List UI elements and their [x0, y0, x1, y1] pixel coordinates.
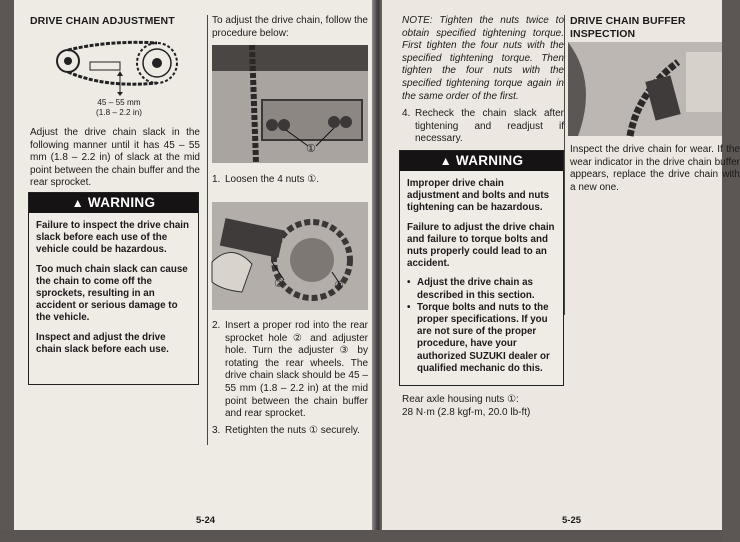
- warning-paragraph-2: Too much chain slack can cause the chain to come off the sprockets, resulting in an accident or serious damage to the vehicle.: [36, 263, 188, 324]
- column-divider: [207, 15, 208, 445]
- adjuster-rod-photo: [212, 202, 368, 310]
- step-1-number: 1.: [212, 174, 221, 185]
- figure1-callout-1: ①: [306, 143, 316, 155]
- procedure-intro: To adjust the drive chain, follow the procedure below:: [212, 15, 368, 39]
- warning-title: WARNING: [87, 195, 156, 210]
- torque-value: 28 N·m (2.8 kgf-m, 20.0 lb-ft): [402, 407, 531, 418]
- warning-paragraph-1: Improper drive chain adjustment and bolts and nuts tightening can be hazardous.: [407, 178, 550, 214]
- warning-header: [400, 151, 563, 171]
- drive-chain-adjustment-heading: DRIVE CHAIN ADJUSTMENT: [30, 15, 175, 27]
- step-3: [212, 425, 368, 438]
- warning-bullet-list: [407, 277, 556, 375]
- step-2: [212, 320, 368, 421]
- figure2-callout-3: ③: [334, 280, 344, 292]
- column-divider: [564, 15, 565, 315]
- chain-buffer-photo: [568, 42, 722, 136]
- warning-box-left: [28, 192, 199, 385]
- page-number-left: 5-24: [196, 515, 216, 526]
- step-2-number: 2.: [212, 320, 221, 331]
- warning-paragraph-3: Inspect and adjust the drive chain slack before each use.: [36, 331, 169, 355]
- warning-title: WARNING: [455, 153, 524, 168]
- chain-buffer-body: Inspect the drive chain for wear. If the wear indicator in the drive chain buffer appears, replace the drive chain with a new one.: [570, 144, 740, 193]
- warning-paragraph-2: Failure to adjust the drive chain and failure to torque bolts and nuts properly could lead to an accident.: [407, 221, 555, 270]
- warning-bullet-2: • Torque bolts and nuts to the proper specifications. If you are not sure of the proper procedure, have your authorized SUZUKI dealer or qualified mechanic do this.: [407, 302, 556, 375]
- slack-caption-in: (1.8 – 2.2 in): [96, 108, 142, 117]
- tightening-note: NOTE: Tighten the nuts twice to obtain specified tightening torque. First tighten the four nuts with the specified tightening torque. Then tighten the four nuts with the specified tightening torque again in the same order of the first.: [402, 15, 564, 102]
- adjustment-body-text: Adjust the drive chain slack in the following manner until it has 45 – 55 mm (1.8 – 2.2 in) of slack at the mid point between the chain buffer and the rear sprocket.: [30, 127, 200, 189]
- torque-label: Rear axle housing nuts ①:: [402, 394, 519, 405]
- slack-caption-mm: 45 – 55 mm: [97, 98, 141, 107]
- step-2-text: Insert a proper rod into the rear sprocket hole ② and adjuster hole. Turn the adjuster ③ by rotating the rear wheels. The drive chain slack should be 45 – 55 mm (1.8 – 2.2 in) at the mid point between the chain buffer and rear sprocket.: [225, 320, 368, 420]
- warning-bullet-1: • Adjust the drive chain as described in this section.: [407, 277, 556, 301]
- step-4-number: 4.: [402, 108, 411, 119]
- rear-axle-nuts-photo: [212, 45, 368, 163]
- warning-triangle-icon: ▲: [439, 154, 452, 168]
- right-page: [382, 0, 740, 530]
- chain-slack-diagram: [50, 36, 180, 96]
- step-4-text: Recheck the chain slack after tightening and readjust if necessary.: [415, 108, 564, 145]
- step-4: [402, 108, 564, 146]
- figure2-callout-2: ②: [274, 278, 284, 290]
- step-1-text: Loosen the 4 nuts ①.: [225, 174, 320, 185]
- warning-paragraph-1: Failure to inspect the drive chain slack before each use of the vehicle could be hazardous.: [36, 220, 189, 256]
- chain-buffer-heading: DRIVE CHAIN BUFFER INSPECTION: [570, 15, 686, 40]
- warning-header: [29, 193, 198, 213]
- step-3-text: Retighten the nuts ① securely.: [225, 425, 360, 436]
- warning-triangle-icon: ▲: [71, 196, 84, 210]
- page-number-right: 5-25: [562, 515, 582, 526]
- book-bottom-edge: [0, 530, 722, 542]
- left-page: [14, 0, 374, 530]
- step-1: [212, 174, 368, 187]
- step-3-number: 3.: [212, 425, 221, 436]
- warning-box-right: [399, 150, 564, 386]
